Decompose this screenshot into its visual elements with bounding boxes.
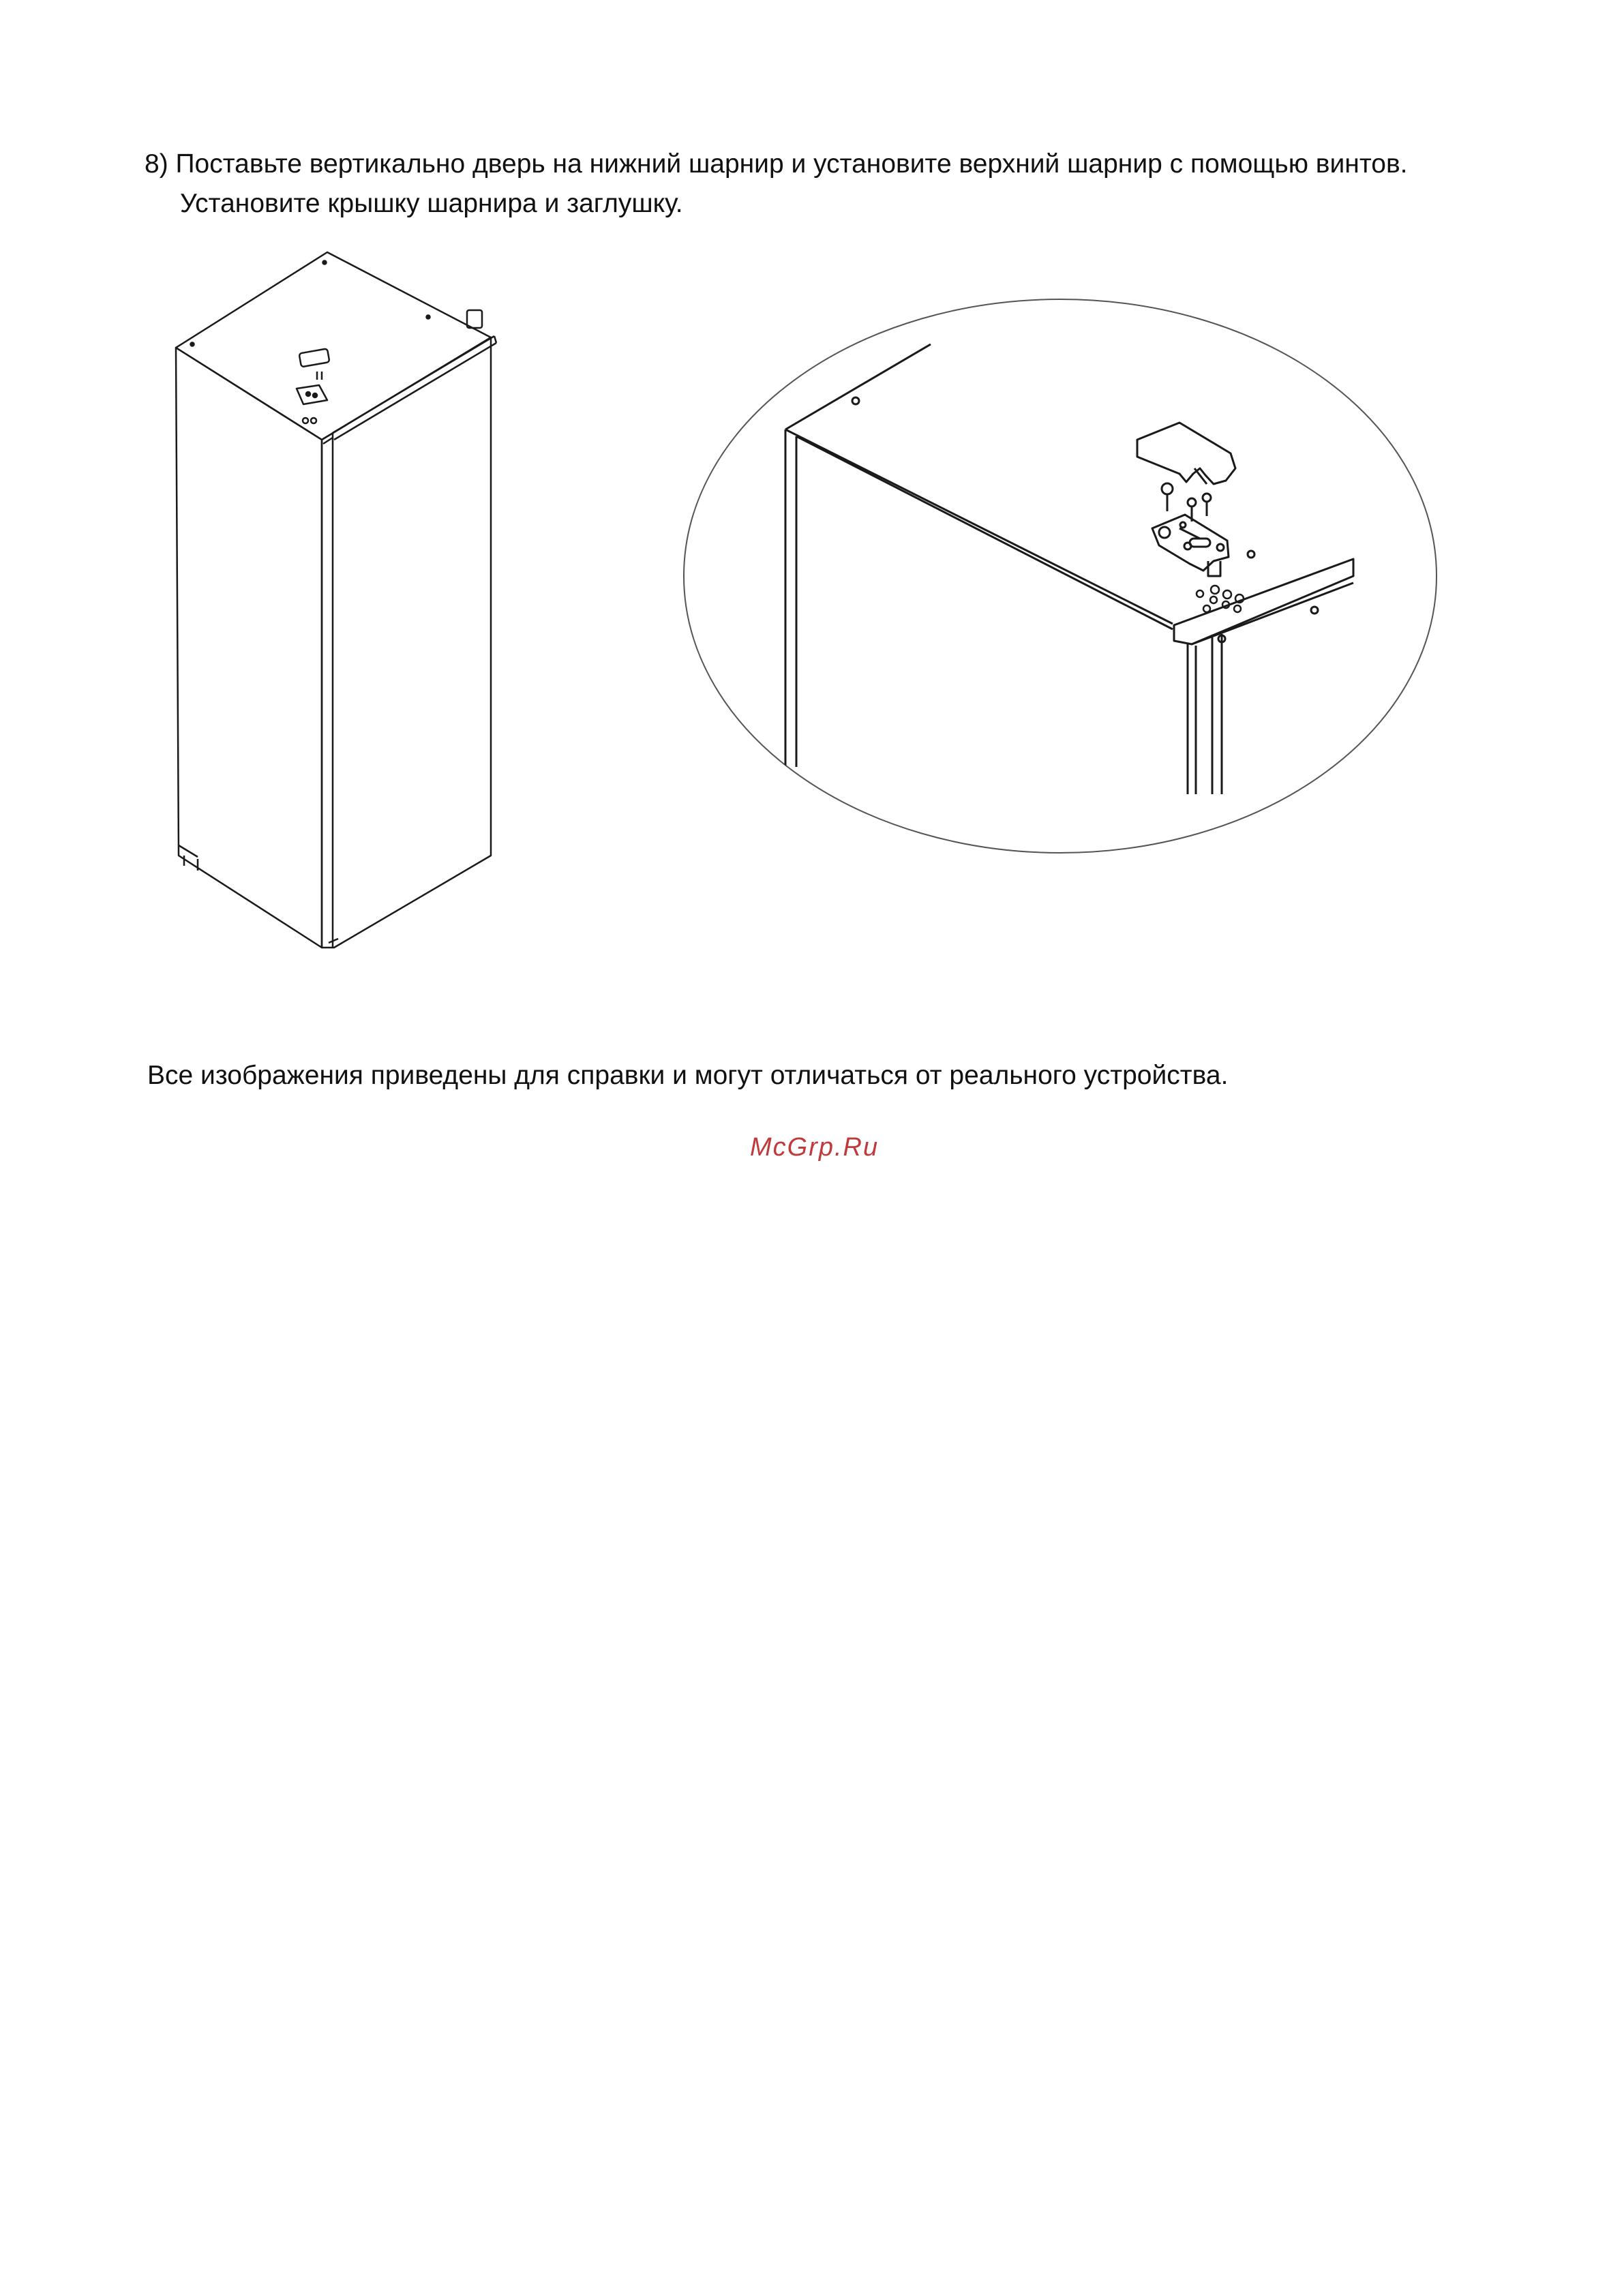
fridge-top-face — [176, 252, 491, 440]
fridge-left-side — [176, 348, 322, 948]
instruction-step-8 — [145, 145, 1508, 224]
top-hinge-detail-illustration — [682, 290, 1439, 862]
fridge-door — [322, 337, 491, 948]
hinge-plate — [1152, 515, 1229, 576]
disclaimer-text: Все изображения приведены для справки и могут отличаться от реального устройства. — [147, 1061, 1229, 1090]
watermark-logo: McGrp.Ru — [750, 1133, 879, 1162]
instruction-line-1: 8) Поставьте вертикально дверь на нижний шарнир и установите верхний шарнир с помощью винтов. — [145, 149, 1408, 179]
door-top-edge — [1174, 559, 1353, 644]
instruction-line-2: Установите крышку шарнира и заглушку. — [180, 189, 683, 218]
refrigerator-overview-illustration — [164, 242, 532, 951]
hinge-cover — [1137, 423, 1235, 484]
